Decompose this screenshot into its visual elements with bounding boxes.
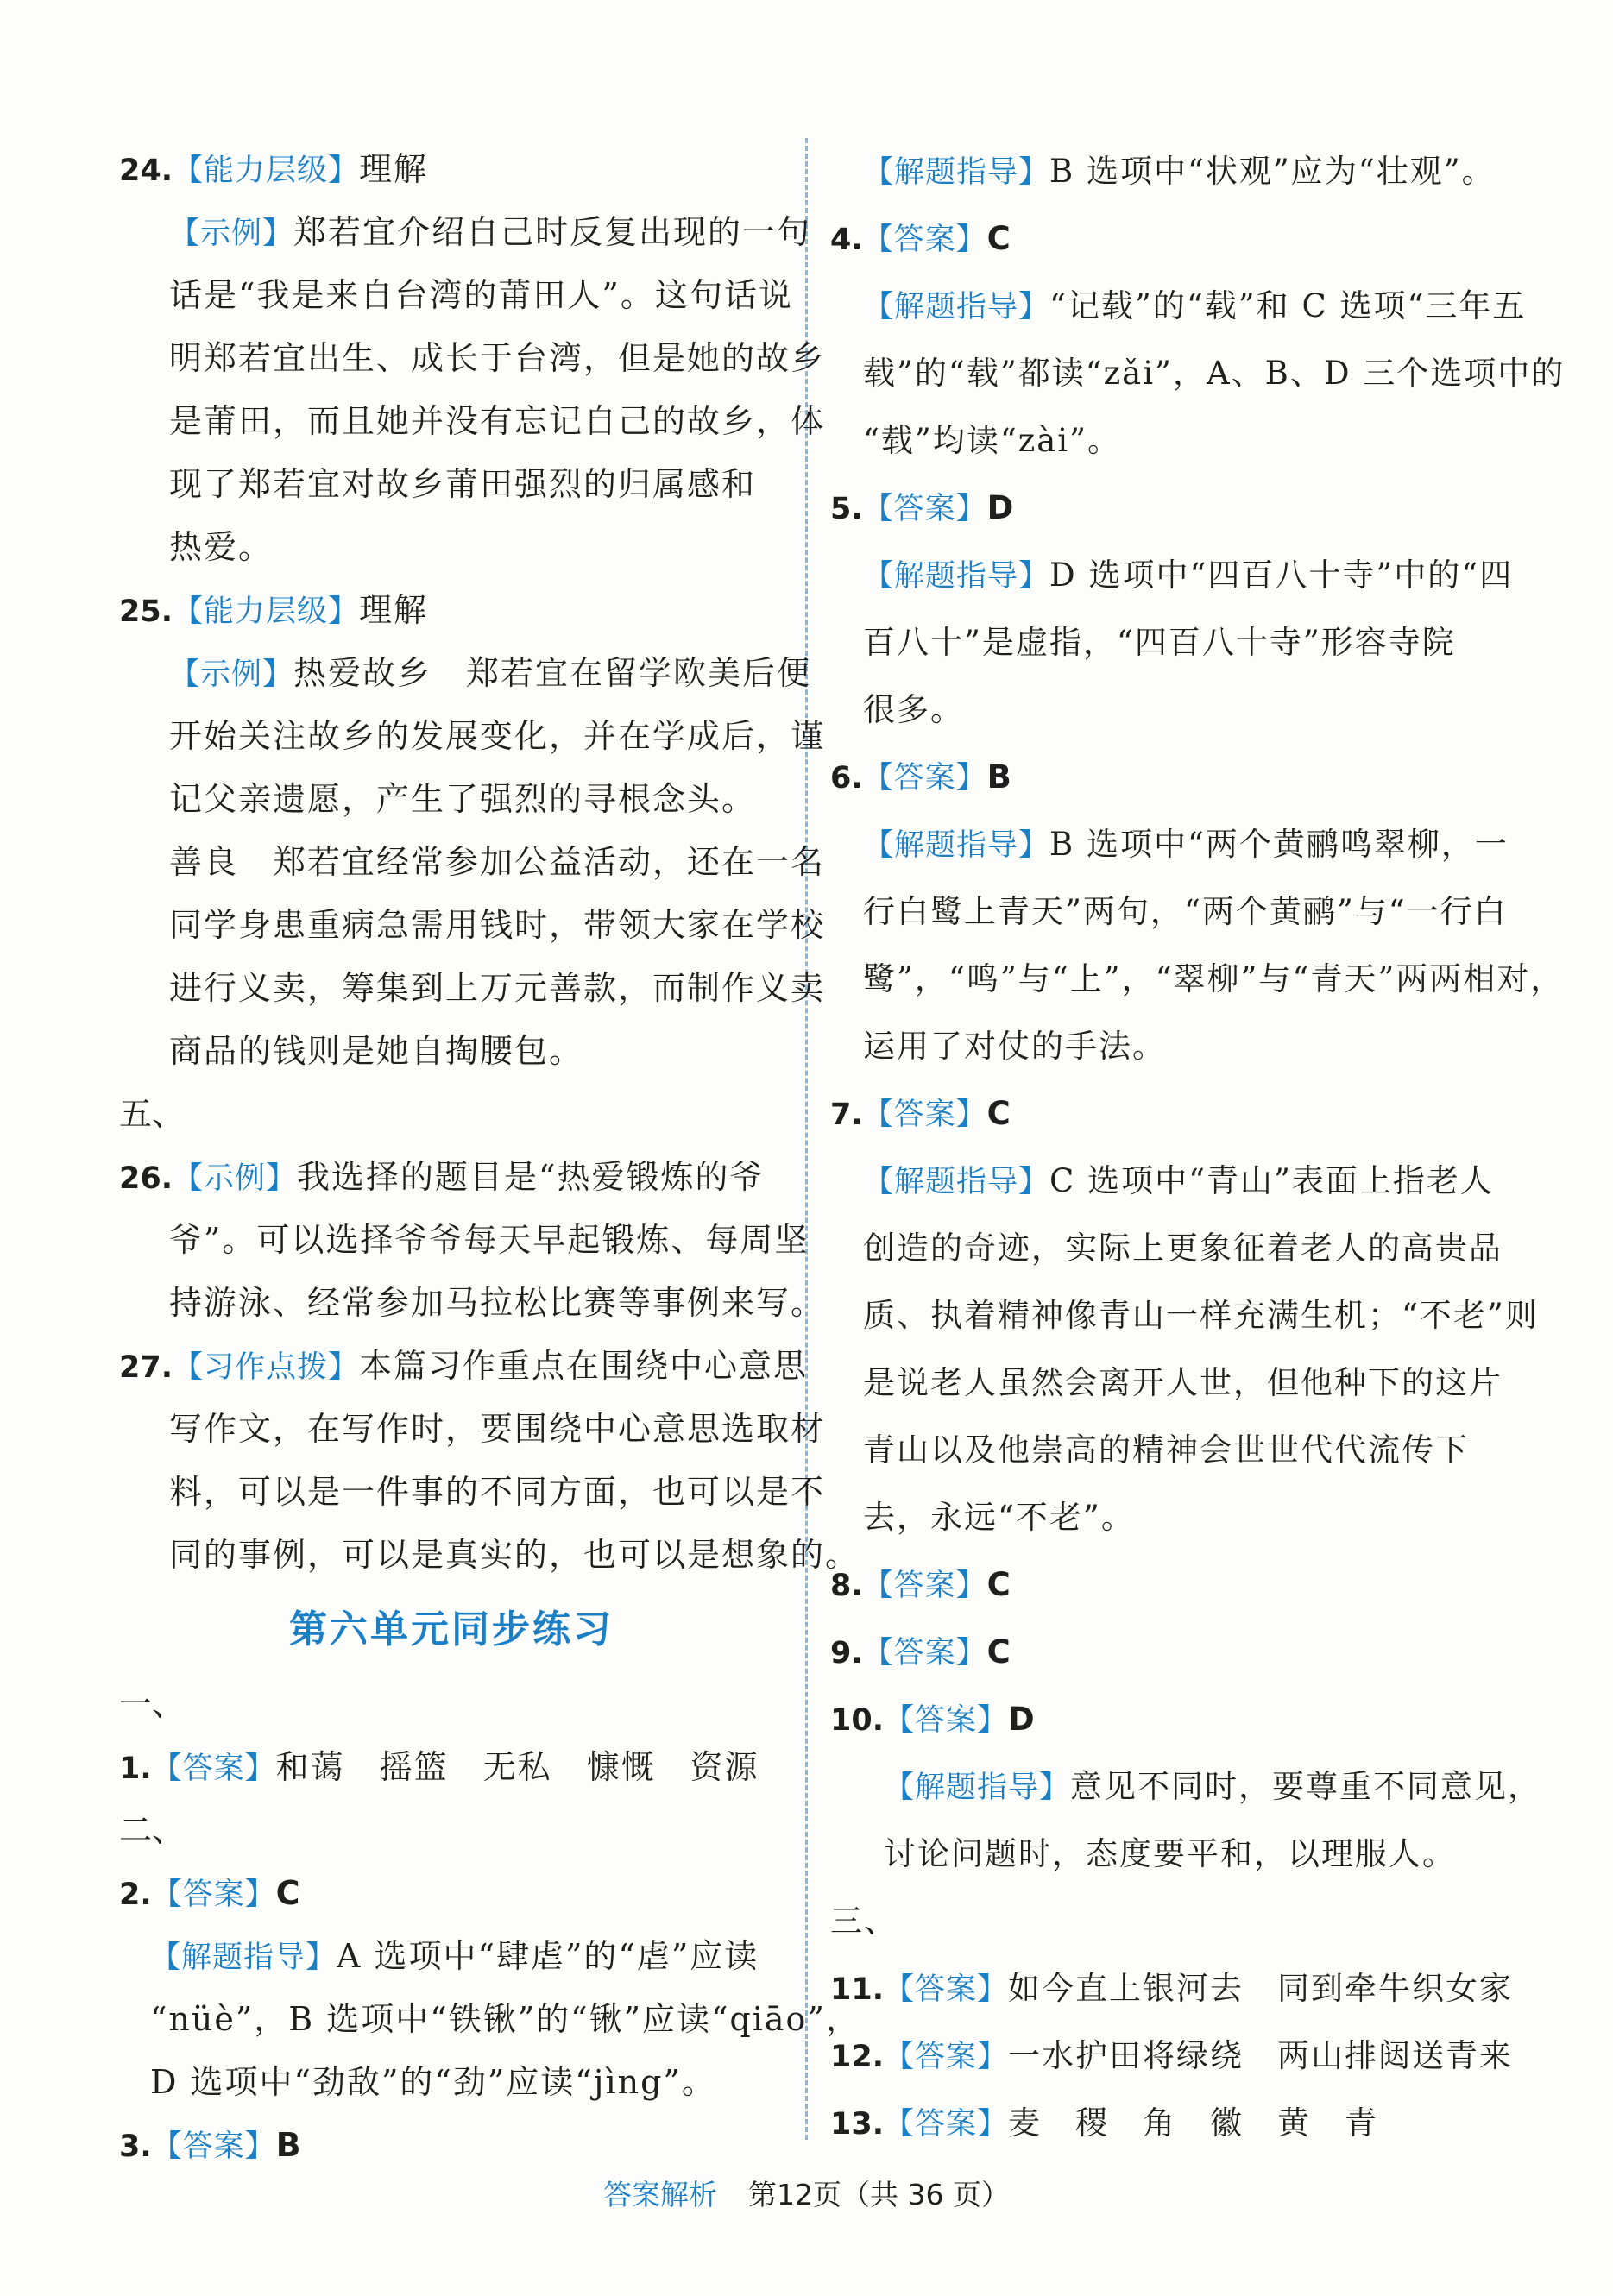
question-number: 13. <box>830 2107 885 2142</box>
question-number: 6. <box>830 761 863 796</box>
text-line <box>119 579 784 642</box>
footer-label: 答案解析 <box>603 2178 718 2211</box>
label-tag: 【答案】 <box>862 1636 987 1670</box>
answer-27 <box>119 1335 860 1587</box>
text-line: 很多。 <box>863 691 964 728</box>
label-tag: 【答案】 <box>151 1878 276 1912</box>
question-number: 24. <box>119 154 173 188</box>
answer-text: 和蔼 摇篮 无私 慷慨 资源 <box>275 1748 759 1786</box>
text-line <box>830 205 1490 273</box>
question-number: 25. <box>119 594 173 629</box>
question-number: 9. <box>830 1636 863 1670</box>
text-line: 创造的奇迹，实际上更象征着老人的高贵品 <box>863 1230 1503 1267</box>
text-line <box>830 1753 1542 1821</box>
label-tag: 【能力层级】 <box>173 594 360 629</box>
answer-text: 我选择的题目是“热爱锻炼的爷 <box>297 1158 765 1196</box>
answer-10 <box>830 1686 1542 1888</box>
answer-1 <box>119 1736 784 1799</box>
label-tag: 【答案】 <box>884 1972 1009 2007</box>
text-line: “nüè”，B 选项中“铁锹”的“锹”应读“qiāo”， <box>150 2000 860 2038</box>
text-line: 热爱。 <box>169 528 274 566</box>
page-footer <box>0 2173 1613 2213</box>
answer-text: C <box>986 1095 1012 1132</box>
label-tag: 【答案】 <box>884 1703 1009 1738</box>
label-tag: 【能力层级】 <box>173 154 360 188</box>
text-line: 是莆田，而且她并没有忘记自己的故乡，体 <box>169 402 826 440</box>
answer-text: 理解 <box>359 150 429 188</box>
label-tag: 【解题指导】 <box>863 828 1050 863</box>
question-number: 4. <box>830 223 863 257</box>
label-tag: 【解题指导】 <box>884 1771 1071 1805</box>
text-line <box>830 1686 1490 1753</box>
answer-text: C <box>986 1633 1012 1670</box>
answer-text: D 选项中“四百八十寺”中的“四 <box>1049 557 1514 594</box>
text-line: 爷”。可以选择爷爷每天早起锻炼、每周坚 <box>169 1221 810 1259</box>
answer-7 <box>830 1080 1539 1551</box>
question-number: 8. <box>830 1569 863 1603</box>
label-tag: 【答案】 <box>151 1752 276 1786</box>
question-number: 11. <box>830 1972 885 2007</box>
answer-text: 一水护田将绿绕 两山排闼送青来 <box>1008 2037 1514 2074</box>
answer-text: “记载”的“载”和 C 选项“三年五 <box>1049 287 1527 324</box>
unit-title: 第六单元同步练习 <box>289 1607 614 1651</box>
question-number: 7. <box>830 1098 863 1132</box>
question-number: 1. <box>119 1752 152 1786</box>
answer-5 <box>830 475 1514 744</box>
answer-25 <box>119 579 826 1083</box>
answer-text: D <box>1008 1701 1036 1738</box>
label-tag: 【答案】 <box>884 2040 1009 2074</box>
text-line: 讨论问题时，态度要平和，以理服人。 <box>884 1835 1456 1872</box>
text-line: “载”均读“zài”。 <box>863 422 1122 459</box>
text-line: 百八十”是虚指，“四百八十寺”形容寺院 <box>863 624 1456 661</box>
text-line <box>830 475 1490 542</box>
answer-3-hint <box>830 138 1496 205</box>
text-line <box>830 273 1527 340</box>
text-line: 行白鹭上青天”两句，“两个黄鹂”与“一行白 <box>863 893 1508 930</box>
text-line <box>119 1925 784 1988</box>
section-two: 二、 <box>119 1811 186 1849</box>
question-number: 12. <box>830 2040 885 2074</box>
answer-text: C <box>275 1874 302 1912</box>
text-line: 记父亲遗愿，产生了强烈的寻根念头。 <box>169 780 757 818</box>
label-tag: 【答案】 <box>884 2107 1009 2142</box>
answer-text: 理解 <box>359 591 429 629</box>
answer-text: 热爱故乡 郑若宜在留学欧美后便 <box>293 654 812 692</box>
text-line: 青山以及他崇高的精神会世世代代流传下 <box>863 1431 1469 1469</box>
answer-text: C <box>986 220 1012 257</box>
question-number: 27. <box>119 1350 173 1385</box>
label-tag: 【答案】 <box>862 492 987 526</box>
text-line: 料，可以是一件事的不同方面，也可以是不 <box>169 1473 826 1511</box>
text-line <box>830 1080 1490 1148</box>
answer-8 <box>830 1551 1490 1619</box>
label-tag: 【解题指导】 <box>863 1165 1050 1199</box>
question-number: 2. <box>119 1878 152 1912</box>
answer-26 <box>119 1146 826 1335</box>
label-tag: 【解题指导】 <box>150 1941 337 1975</box>
label-tag: 【答案】 <box>862 1098 987 1132</box>
text-line <box>830 542 1514 609</box>
answer-text: 郑若宜介绍自己时反复出现的一句 <box>293 213 812 251</box>
answer-24 <box>119 138 826 579</box>
text-line: 商品的钱则是她自掏腰包。 <box>169 1032 584 1070</box>
question-number: 26. <box>119 1161 173 1196</box>
text-line: 写作文，在写作时，要围绕中心意思选取材 <box>169 1410 826 1448</box>
text-line: D 选项中“劲敌”的“劲”应读“jìng”。 <box>150 2063 716 2101</box>
answer-text: A 选项中“肆虐”的“虐”应读 <box>337 1937 759 1975</box>
text-line: 运用了对仗的手法。 <box>863 1028 1166 1065</box>
answer-text: B <box>986 758 1013 796</box>
answer-3 <box>119 2114 784 2177</box>
question-number: 3. <box>119 2129 152 2164</box>
label-tag: 【解题指导】 <box>863 290 1050 324</box>
text-line: 鹭”，“鸣”与“上”，“翠柳”与“青天”两两相对， <box>863 960 1565 997</box>
right-column <box>830 138 1566 2157</box>
text-line <box>119 201 812 264</box>
text-line: 进行义卖，筹集到上万元善款，而制作义卖 <box>169 969 826 1007</box>
section-five: 五、 <box>119 1095 186 1133</box>
text-line <box>119 1862 784 1925</box>
answer-text: B 选项中“两个黄鹂鸣翠柳，一 <box>1049 826 1509 863</box>
answer-6 <box>830 744 1565 1080</box>
answer-text: 意见不同时，要尊重不同意见， <box>1070 1768 1542 1805</box>
text-line <box>830 811 1509 878</box>
text-line <box>119 642 812 705</box>
text-line: 现了郑若宜对故乡莆田强烈的归属感和 <box>169 465 757 503</box>
answer-text: B <box>275 2126 303 2164</box>
text-line <box>830 1148 1494 1215</box>
text-line: 善良 郑若宜经常参加公益活动，还在一名 <box>169 843 826 881</box>
page-number: 第12页（共 36 页） <box>748 2178 1010 2211</box>
text-line <box>119 138 784 201</box>
text-line: 载”的“载”都读“zǎi”，A、B、D 三个选项中的 <box>863 355 1566 392</box>
label-tag: 【解题指导】 <box>863 559 1050 594</box>
answer-text: D <box>986 489 1016 526</box>
label-tag: 【解题指导】 <box>863 155 1050 190</box>
answer-text: C 选项中“青山”表面上指老人 <box>1049 1162 1494 1199</box>
text-line: 质、执着精神像青山一样充满生机；“不老”则 <box>863 1297 1539 1334</box>
answer-4 <box>830 205 1566 475</box>
label-tag: 【示例】 <box>169 657 294 692</box>
label-tag: 【答案】 <box>151 2129 276 2164</box>
text-line: 话是“我是来自台湾的莆田人”。这句话说 <box>169 276 793 314</box>
answer-11 <box>830 1955 1514 2022</box>
answer-9 <box>830 1619 1490 1686</box>
text-line <box>119 1146 784 1209</box>
answer-text: 麦 稷 角 徽 黄 青 <box>1008 2104 1379 2142</box>
text-line <box>119 1335 809 1398</box>
question-number: 10. <box>830 1703 885 1738</box>
label-tag: 【答案】 <box>862 223 987 257</box>
answer-text: 本篇习作重点在围绕中心意思 <box>359 1347 809 1385</box>
text-line: 同的事例，可以是真实的，也可以是想象的。 <box>169 1536 860 1574</box>
label-tag: 【答案】 <box>862 1569 987 1603</box>
section-one: 一、 <box>119 1685 186 1723</box>
text-line: 是说老人虽然会离开人世，但他种下的这片 <box>863 1364 1503 1401</box>
answer-text: C <box>986 1566 1012 1603</box>
answer-13 <box>830 2090 1490 2157</box>
section-three: 三、 <box>830 1903 898 1940</box>
text-line: 明郑若宜出生、成长于台湾，但是她的故乡 <box>169 339 826 377</box>
question-number: 5. <box>830 492 863 526</box>
text-line: 同学身患重病急需用钱时，带领大家在学校 <box>169 906 826 944</box>
label-tag: 【示例】 <box>169 217 294 251</box>
answer-text: B 选项中“状观”应为“壮观”。 <box>1049 153 1496 190</box>
text-line: 去，永远“不老”。 <box>863 1499 1135 1536</box>
text-line: 持游泳、经常参加马拉松比赛等事例来写。 <box>169 1284 826 1322</box>
answer-text: 如今直上银河去 同到牵牛织女家 <box>1008 1970 1514 2007</box>
label-tag: 【答案】 <box>862 761 987 796</box>
label-tag: 【习作点拨】 <box>173 1350 360 1385</box>
label-tag: 【示例】 <box>173 1161 298 1196</box>
answer-12 <box>830 2022 1514 2090</box>
text-line <box>830 744 1490 811</box>
text-line: 开始关注故乡的发展变化，并在学成后，谨 <box>169 717 826 755</box>
